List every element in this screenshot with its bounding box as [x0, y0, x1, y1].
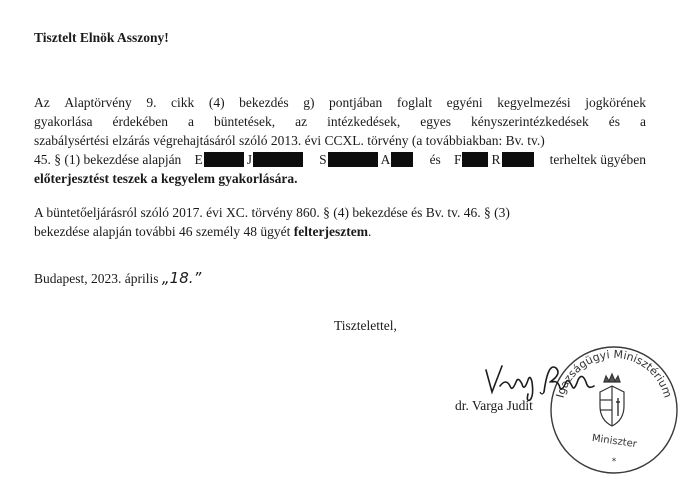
paragraph-petition	[34, 93, 646, 188]
word: egyéni	[446, 95, 483, 110]
star-icon: *	[611, 457, 617, 467]
word: kényszerintézkedések	[471, 114, 589, 129]
redaction-bar	[502, 152, 534, 167]
signer-name: dr. Varga Judit	[455, 398, 533, 413]
word: g)	[303, 95, 315, 110]
word: foglalt	[396, 95, 433, 110]
word: érdekében	[112, 114, 168, 129]
word: a	[639, 114, 646, 129]
paragraph-line	[34, 93, 646, 112]
word: az	[295, 114, 308, 129]
word: Alaptörvény	[64, 95, 132, 110]
name-initial: F	[453, 152, 462, 167]
redaction-bar	[204, 152, 244, 167]
paragraph-text: és	[429, 152, 441, 167]
paragraph-text: .	[367, 224, 372, 239]
paragraph-text: terheltek ügyében	[549, 152, 646, 167]
date-printed: Budapest, 2023. április	[34, 271, 159, 286]
name-initial: E	[194, 152, 203, 167]
date-line	[34, 269, 201, 287]
redacted-name	[194, 150, 306, 169]
word: gyakorlása	[34, 114, 93, 129]
word: jogkörének	[585, 95, 646, 110]
paragraph-referral	[34, 203, 646, 241]
word: kegyelmezési	[497, 95, 571, 110]
word: bekezdés	[239, 95, 289, 110]
paragraph-text: bekezdése alapján további 46 személy 48 ügyét	[34, 224, 294, 239]
bold-text: előterjesztést teszek a kegyelem gyakorlására.	[34, 171, 298, 186]
paragraph-line-with-redactions	[34, 150, 646, 169]
name-initial: J	[246, 152, 252, 167]
paragraph-line	[34, 222, 646, 241]
name-initial: R	[491, 152, 501, 167]
word: pontjában	[329, 95, 383, 110]
name-initial: S	[319, 152, 327, 167]
stamp-text-top: Igazságügyi Minisztérium	[553, 347, 675, 400]
closing: Tisztelettel,	[334, 318, 397, 333]
word: és	[608, 114, 620, 129]
word: a	[187, 114, 194, 129]
coat-of-arms-icon	[600, 374, 624, 426]
redacted-name	[454, 150, 537, 169]
paragraph-line	[34, 169, 646, 188]
word: egyes	[420, 114, 451, 129]
paragraph-line	[34, 203, 646, 222]
word: (4)	[208, 95, 225, 110]
word: cikk	[171, 95, 195, 110]
stamp-text-bottom: Miniszter	[591, 432, 638, 451]
redaction-bar	[391, 152, 413, 167]
redaction-bar	[328, 152, 378, 167]
redaction-bar	[253, 152, 303, 167]
salutation: Tisztelt Elnök Asszony!	[34, 30, 169, 45]
handwritten-signature	[482, 352, 602, 402]
word: 9.	[146, 95, 157, 110]
word: Az	[34, 95, 50, 110]
paragraph-line	[34, 131, 646, 150]
name-initial: A	[380, 152, 391, 167]
bold-text: felterjesztem	[293, 224, 368, 239]
redaction-bar	[462, 152, 488, 167]
word: intézkedések,	[327, 114, 401, 129]
date-handwritten-day: „18.”	[161, 269, 202, 287]
word: büntetések,	[214, 114, 276, 129]
redacted-name	[319, 150, 416, 169]
paragraph-text: szabálysértési elzárás végrehajtásáról szóló 2013. évi CCXL. törvény (a továbbiakban: Bv. tv.)	[34, 133, 545, 148]
paragraph-text: A büntetőeljárásról szóló 2017. évi XC. törvény 860. § (4) bekezdése és Bv. tv. 46. § (3)	[34, 205, 510, 220]
paragraph-text: 45. § (1) bekezdése alapján	[34, 152, 182, 167]
paragraph-line	[34, 112, 646, 131]
